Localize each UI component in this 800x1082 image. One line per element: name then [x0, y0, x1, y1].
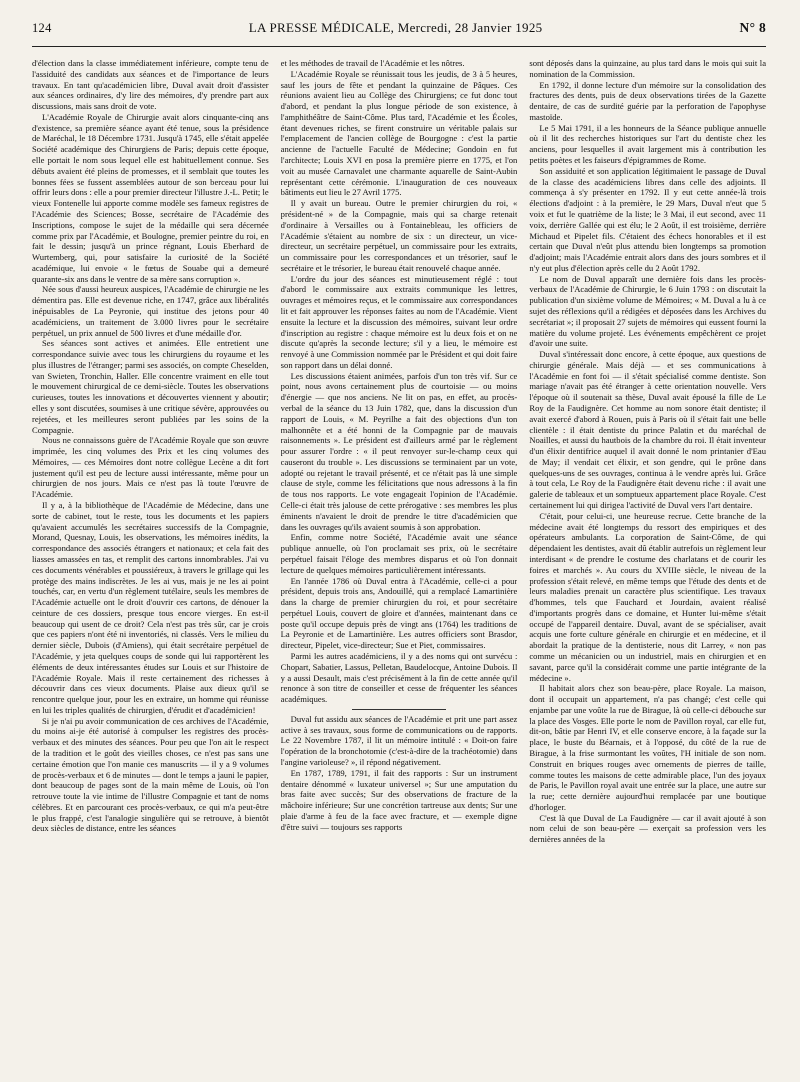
column-1: [32, 58, 269, 1072]
paragraph: Le nom de Duval apparaît une dernière fois dans les procès-verbaux de l'Académie de Chirurgie, le 6 Juin 1793 : on discutait la publication d'un sixième volume de Mémoires; « M. Duval a lu à ce sujet des réflexions qu'il a rédigées et déposées dans les Archives du secrétariat »; il proposait 27 sujets de mémoires qui eussent fourni la matière du volume projeté. Les événements empêchèrent ce projet d'avoir une suite.: [529, 273, 767, 349]
paragraph: sont déposés dans la quinzaine, au plus tard dans le mois qui suit la nomination de la Commission.: [529, 58, 767, 79]
paragraph: En l'année 1786 où Duval entra à l'Académie, celle-ci a pour président, depuis trois ans, Andouillé, qui a remplacé Lamartinière dans la charge de premier chirurgien du roi, et pour secrétaire perpétuel Louis, couvert de gloire et d'années, maintenant dans ce poste qu'il occupe depuis près de vingt ans (1764) les traditions de La Peyronie et de Lamartinière. Les autres officiers sont Brasdor, directeur, Pipelet, vice-directeur; Sue et Piet, commissaires.: [280, 575, 518, 651]
paragraph: L'ordre du jour des séances est minutieusement réglé : tout d'abord le commissaire aux extraits communique les lettres, ouvrages et mémoires reçus, et le commissaire aux correspondances lit et fait approuver les réponses faites au nom de l'Académie. Vient ensuite la lecture et la discussion des mémoires, suivant leur ordre d'inscription au registre : chaque mémoire est lu deux fois et on ne discute qu'après la seconde lecture; s'il y a lieu, le mémoire est renvoyé à une Commission nommée par le Président et qui doit faire son rapport dans un délai donné.: [280, 273, 518, 370]
paragraph: Enfin, comme notre Société, l'Académie avait une séance publique annuelle, où l'on proclamait ses prix, où le secrétaire perpétuel faisait l'éloge des membres disparus et où l'on donnait lecture de quelques mémoires particulièrement intéressants.: [280, 532, 518, 575]
paragraph: C'était, pour celui-ci, une heureuse recrue. Cette branche de la médecine avait été longtemps du ressort des empiriques et des opérateurs ambulants. La corporation de Saint-Côme, de qui dépendaient les dentistes, avait dû établir autrefois un règlement leur interdisant « de prendre le costume des charlatans et de courir les foires et marchés ». Au cours du XVIIIe siècle, le niveau de la profession s'était relevé, en même temps que l'étude des dents et de leurs maladies prenait un caractère plus scientifique. Les travaux d'hommes, tels que Fauchard et Jourdain, avaient réalisé d'importants progrès dans ce domaine, et Hunter lui-même s'était occupé de l'appareil dentaire. Duval, avant de se spécialiser, avait acquis une forte culture générale en chirurgie et en médecine, et il abordait la pratique de la dentisterie, nous dit Larrey, « non pas comme un mécanicien ou un industriel, mais en chirurgien et en savant, parce qu'il la considérait comme une partie intégrante de la médecine ».: [529, 510, 767, 683]
paragraph: L'Académie Royale se réunissait tous les jeudis, de 3 à 5 heures, sauf les jours de fête et pendant la quinzaine de Pâques. Ces réunions avaient lieu au Collège des Chirurgiens; ce fut donc tout d'abord, et pendant la plus longue période de son existence, à l'amphithéâtre de Saint-Côme. Plus tard, l'Académie et les Écoles, étant devenues riches, se firent construire un véritable palais sur l'emplacement de l'ancien collège de Bourgogne : c'est la partie ancienne de l'actuelle Faculté de Médecine; Gondoin en fut l'architecte; Louis XVI en posa la première pierre en 1775, et l'on voit au musée Carnavalet une charmante aquarelle de Saint-Aubin représentant cette cérémonie. L'inauguration de ces nouveaux bâtiments eut lieu le 27 Avril 1775.: [280, 68, 518, 198]
issue-number: N° 8: [739, 20, 766, 35]
paragraph: Parmi les autres académiciens, il y a des noms qui ont survécu : Chopart, Sabatier, Lassus, Pelletan, Baudelocque, Antoine Dubois. Il y a aussi Desault, mais c'est précisément à la fin de cette année qu'il renonce à son titre de conseiller et cesse de fréquenter les séances académiques.: [280, 650, 518, 705]
paragraph: et les méthodes de travail de l'Académie et les nôtres.: [280, 58, 465, 68]
column-3: [529, 58, 766, 1072]
paragraph: Duval s'intéressait donc encore, à cette époque, aux questions de chirurgie générale. Mais déjà — et ses communications à l'Académie en font foi — il s'était spécialisé comme dentiste. Son mariage n'avait pas été étranger à cette orientation nouvelle. Vers l'époque où il soutenait sa thèse, Duval avait épousé la fille de Le Roy de la Faudignère. Cet homme au nom sonore était dentiste; il avait exercé d'abord à Rouen, puis à Paris où il s'était fait une belle clientèle : il était dentiste du prince Palatin et du maréchal de Noailles, et aussi du hautbois de la chambre du roi. Il était inventeur d'un élixir dentifrice auquel il avait donné le nom printanier d'Eau de May; il vendait cet élixir, et son gendre, qui le prône dans quelques-uns de ses ouvrages, continua à le vendre après lui. Grâce à tout cela, Le Roy de la Faudignère était devenu riche : il avait une galerie de tableaux et un somptueux appartement place Royale. C'est certainement lui qui dirigea l'activité de Duval vers l'art dentaire.: [529, 349, 767, 511]
paragraph: Si je n'ai pu avoir communication de ces archives de l'Académie, du moins ai-je été autorisé à compulser les registres des procès-verbaux et des minutes des séances. Pour peu que l'on ait le respect de la tradition et le goût des vieilles choses, ce n'est pas sans une certaine émotion que l'on manie ces manuscrits — il y a 9 volumes de procès-verbaux et 6 de minutes — dont le temps a jauni le papier, dont beaucoup de pages sont de la main même de Louis, où l'on retrouve toute la vie intime de l'illustre Compagnie et tant de noms célèbres. Et en parcourant ces procès-verbaux, ce qui m'a peut-être le plus frappé, c'est l'analogie singulière qui se retrouve, à bientôt deux siècles de distance, entre les séances: [32, 715, 269, 834]
text-columns: [32, 58, 766, 1072]
page-header: [32, 20, 766, 47]
paragraph: Son assiduité et son application légitimaient le passage de Duval de la classe des académiciens libres dans celle des adjoints. Il commença à s'y présenter en 1792. Il y eut cette année-là trois élections d'adjoint : à la première, le 29 Mars, Duval n'eut que 5 voix et fut le quatrième de la liste; le 3 Mai, il eut second, avec 11 voix, derrière Gallée qui est élu; le 2 Août, il est troisième, derrière Michaud et Pipelet fils. C'étaient des échecs honorables et il est certain que Duval n'eût plus attendu bien longtemps sa promotion d'adjoint; mais l'Académie entrait alors dans des jours sombres et il n'y eut plus d'élection après celle du 2 Août 1792.: [529, 165, 767, 273]
paragraph: En 1792, il donne lecture d'un mémoire sur la consolidation des fractures des dents, puis de deux observations tirées de la Gazette dentaire, de cas de surdité guérie par la perforation de l'apophyse mastoïde.: [529, 79, 767, 122]
paragraph: En 1787, 1789, 1791, il fait des rapports : Sur un instrument dentaire dénommé « luxateur universel »; Sur une amputation du bras faite avec succès; Sur des observations de fracture de la mâchoire inférieure; Sur une concrétion tartreuse aux dents; Sur une plaie d'arme à feu de la face avec fracture, et — exemple digne d'être suivi — toujours ses rapports: [280, 767, 518, 832]
paragraph: d'élection dans la classe immédiatement inférieure, compte tenu de l'assiduité des candidats aux séances et de l'importance de leurs travaux. En tant qu'académicien libre, Duval avait droit d'assister aux séances ordinaires, d'y lire des mémoires, d'y prendre part aux discussions, mais sans droit de vote.: [32, 58, 269, 112]
paragraph: L'Académie Royale de Chirurgie avait alors cinquante-cinq ans d'existence, sa première séance ayant été tenue, sous la présidence de Maréchal, le 18 Décembre 1731. Jusqu'à 1745, elle s'était appelée Société académique des Chirurgiens de Paris; depuis cette époque, elle portait le nom sous lequel elle est habituellement connue. Ses débuts avaient été pleins de promesses, et il semblait que toutes les bonnes fées se fussent assemblées autour de son berceau pour lui offrir leurs dons : elle a pour premier directeur l'illustre J.-L. Petit; le vieux Fontenelle lui apporte comme modèle ses fameux registres de l'Académie des Sciences; Bosse, secrétaire de l'Académie des Inscriptions, compose le sujet de la médaille qui sera décernée comme prix par l'Académie, et Boulogne, premier peintre du roi, en fait le dessin; jusqu'à un prince régnant, Louis Eberhard de Wurtemberg, qui, pour satisfaire la curiosité de la Société académique, lui envoie « le fœtus de Souabe qui a demeuré quarante-six ans dans le ventre de sa mère sans corruption ».: [32, 111, 269, 284]
paragraph: Le 5 Mai 1791, il a les honneurs de la Séance publique annuelle où il lit des recherches historiques sur l'art du dentiste chez les anciens, pour lesquelles il avait largement mis à contribution les petits poètes et les faiseurs d'épigrammes de Rome.: [529, 122, 767, 166]
page-number: 124: [32, 21, 52, 35]
paragraph: Nous ne connaissons guère de l'Académie Royale que son œuvre imprimée, les cinq volumes des Prix et les cinq volumes des Mémoires, — ces Mémoires dont notre collègue Lecène a dit fort justement qu'il est peu de lecture aussi intéressante, même pour un chirurgien de nos jours. Mais ce n'est pas là toute l'œuvre de l'Académie.: [32, 435, 269, 500]
paragraph: Ses séances sont actives et animées. Elle entretient une correspondance suivie avec tous les chirurgiens du royaume et les plus illustres de l'étranger; parmi ses associés, on compte Cheselden, van Swieten, Tronchin, Haller. Elle concentre vraiment en elle tout le mouvement chirurgical de ce demi-siècle. Toutes les observations curieuses, toutes les innovations et découvertes viennent y aboutir; elles y sont discutées, soumises à une critique sévère, approuvées ou rejetées, et les meilleures seront publiées par les soins de la Compagnie.: [32, 338, 269, 435]
paragraph: Il y a, à la bibliothèque de l'Académie de Médecine, dans une sorte de cabinet, tout le reste, tous les documents et les papiers qu'avaient accumulés les secrétaires successifs de la Compagnie, Morand, Quesnay, Louis, les observations, les mémoires inédits, la correspondance des associés étrangers et nationaux; et cela fait des liasses amassées en tas, et remplit des cartons innombrables. J'ai vu ces documents vénérables et poussiéreux, à travers le grillage qui les protège des mains indiscrètes. Je les ai vus, mais je ne les ai point touchés, car, en vertu d'un règlement tutélaire, seuls les membres de l'Académie actuelle ont le droit d'ouvrir ces cartons, de dénouer la ceinture de ces dossiers, presque tous encore vierges. En est-il beaucoup qui usent de ce droit? Cela n'est pas très sûr, car je crois que ces papiers n'ont été ni inventoriés, ni classés. Vers le milieu du dernier siècle, Dubois (d'Amiens), qui était secrétaire perpétuel de l'Académie, y jeta quelques coups de sonde qui lui rapportèrent les éléments de deux intéressantes études sur Louis et sur l'histoire de l'Académie Royale. Mais il reste certainement des richesses à découvrir dans ces vieux documents. Plaise aux dieux qu'il se rencontre quelque jour, pour les en extraire, un homme qui réunisse en lui les triples qualités de chirurgien, d'érudit et d'académicien!: [32, 500, 269, 715]
column-2: [281, 58, 518, 1072]
section-separator: [352, 709, 447, 710]
paragraph: Les discussions étaient animées, parfois d'un ton très vif. Sur ce point, nous avons certainement plus de courtoisie — ou moins d'énergie — que nos anciens. Ne lit on pas, en effet, au procès-verbal de la séance du 13 Juin 1782, que, dans la discussion d'un rapport de Louis, « M. Peyrilhe a fait des objections d'un ton malhonnête et a été honni de la Compagnie par de mauvais raisonnements ». Le président est d'ailleurs armé par le règlement pour assurer l'ordre : « il peut renvoyer sur-le-champ ceux qui causeront du trouble ». Les discussions se terminaient par un vote, adopté ou rejetant le travail présenté, et ce n'était pas là une simple clause de style, comme les félicitations que nous adressons à la fin de tous nos rapports. Le vote engageait l'opinion de l'Académie. Celle-ci était très jalouse de cette prérogative : ses membres les plus éminents n'avaient le droit de prendre le titre d'académicien que dans les ouvrages qu'ils avaient soumis à son approbation.: [280, 370, 518, 532]
paragraph: Il y avait un bureau. Outre le premier chirurgien du roi, « président-né » de la Compagnie, mais qui sa charge retenait d'ordinaire à Versailles ou à Fontainebleau, les officiers de l'Académie s'étaient au nombre de six : un directeur, un vice-directeur, un secrétaire perpétuel, un commissaire pour les extraits, un commissaire pour les correspondances et un trésorier, sauf le secrétaire et le trésorier, le bureau était renouvelé chaque année.: [280, 198, 518, 273]
paragraph: Il habitait alors chez son beau-père, place Royale. La maison, dont il occupait un appartement, n'a pas changé; c'est celle qui enjambe par une voûte la rue de Birague, là où celle-ci débouche sur la place des Vosges. Elle porte le nom de Pavillon royal, car elle fut, dit-on, bâtie par Henri IV, et elle conserve encore, à la façade sur la place, le buste du Béarnais, et à l'opposé, du côté de la rue de Birague, à la frise surmontant les voûtes, l'H initiale de son nom. Construit en briques rouges avec ornements de pierres de taille, comme toutes les maisons de cette admirable place, l'un des joyaux de Paris, le Pavillon royal avait une entrée sur la place, une autre sur la rue; cette dernière aujourd'hui remplacée par une boutique d'horloger.: [529, 683, 767, 812]
running-title: LA PRESSE MÉDICALE, Mercredi, 28 Janvier 1925: [248, 20, 543, 35]
paragraph: Duval fut assidu aux séances de l'Académie et prit une part assez active à ses travaux, sous forme de communications ou de rapports. Le 22 Novembre 1787, il lit un mémoire intitulé : « Doit-on faire l'opération de la bronchotomie (c'est-à-dire de la trachéotomie) dans l'angine varioleuse? », il répond négativement.: [280, 713, 518, 767]
paragraph: Née sous d'aussi heureux auspices, l'Académie de chirurgie ne les démentira pas. Elle est devenue riche, en 1747, grâce aux libéralités inépuisables de La Peyronie, qui institue des jetons pour 40 académiciens, un traitement de 3.000 livres pour le secrétaire perpétuel, un prix annuel de 500 livres et d'une médaille d'or.: [32, 284, 269, 338]
paragraph: C'est là que Duval de La Faudignère — car il avait ajouté à son nom celui de son beau-père — exerçait sa profession vers les dernières années de la: [529, 812, 767, 845]
